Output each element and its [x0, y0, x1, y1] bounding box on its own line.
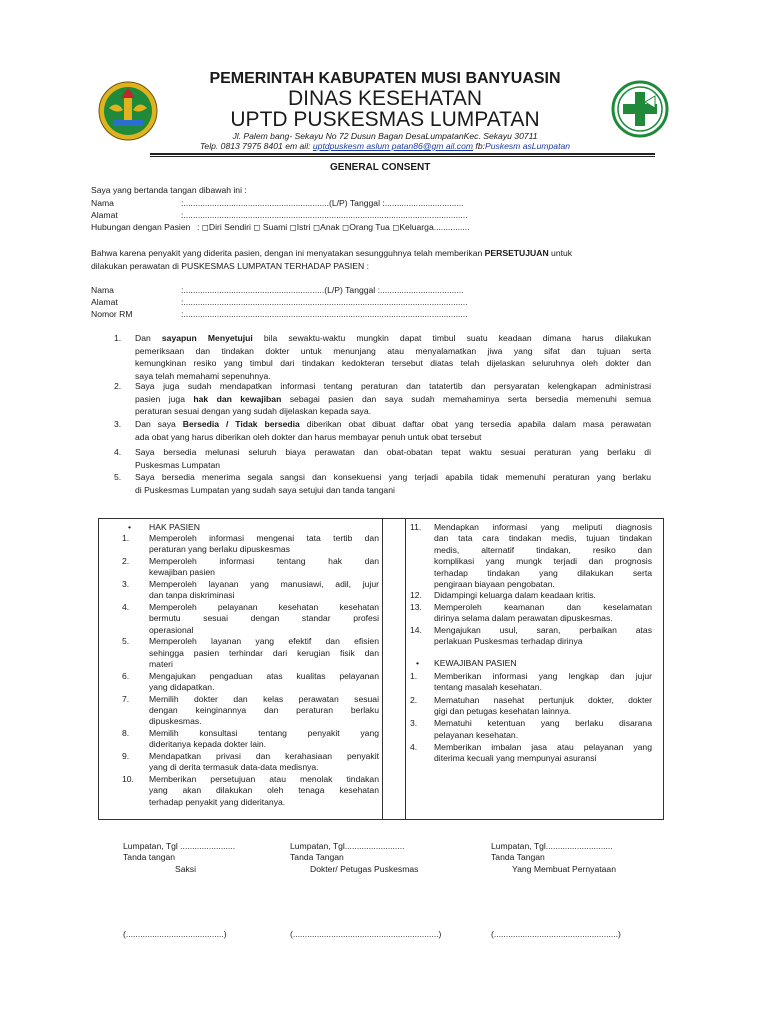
party1-hubungan-options[interactable]: : ◻Diri Sendiri ◻ Suami ◻Istri ◻Anak ◻Orang Tua ◻Keluarga...............	[197, 222, 470, 232]
kewajiban-heading: KEWAJIBAN PASIEN	[434, 658, 517, 668]
consent-item-line	[135, 485, 651, 496]
list-item-line: materi	[149, 658, 173, 669]
consent-emphasis: Menyetujui	[207, 333, 253, 343]
list-item-line: Memperoleh informasi tentang hak dan	[149, 556, 379, 566]
consent-item-line	[135, 460, 651, 471]
header-rule-thin	[150, 156, 655, 157]
kabupaten-logo	[97, 80, 159, 142]
party2-nama-label: Nama	[91, 285, 114, 295]
list-item-line: Memperoleh layanan yang efektif dan efisien	[149, 636, 379, 647]
consent-text: Saya bersedia melunasi seluruh biaya perawatan dan obat-obatan tepat waktu sesuai peraturan yang berlaku di	[135, 447, 651, 457]
list-item-line: medis, alternatif tindakan, resiko dan	[434, 544, 652, 555]
list-item-number: 3.	[410, 718, 418, 729]
list-item-number: 14.	[410, 624, 422, 635]
list-item-line: dengan keinginannya dan peraturan berlaku	[149, 704, 379, 715]
consent-item-line	[135, 419, 651, 430]
consent-item-number: 5.	[114, 472, 122, 482]
intro-text: Saya yang bertanda tangan dibawah ini :	[91, 185, 247, 195]
list-item-number: 7.	[122, 693, 130, 704]
signature-tanda-tangan: Tanda tangan	[123, 852, 176, 862]
list-item-line: dipuskesmas.	[149, 716, 202, 727]
list-item-number: 4.	[122, 602, 130, 612]
box-divider	[382, 518, 383, 819]
list-item-line: dan tanpa diskriminasi	[149, 590, 235, 601]
consent-item-line	[135, 447, 651, 458]
consent-emphasis: sayapun	[161, 333, 197, 343]
puskesmas-logo	[611, 80, 669, 138]
consent-item-line	[135, 358, 651, 369]
list-item-line: Memberikan imbalan jasa atau pelayanan yang	[434, 741, 652, 752]
header-rule-thick	[150, 153, 655, 155]
list-item-line: Memperoleh layanan yang manusiawi, adil, jujur	[149, 579, 379, 589]
party1-nama-field[interactable]: :.............................................................(L/P) Tanggal :.................................	[181, 198, 464, 208]
list-item-number: 8.	[122, 727, 130, 738]
list-item-line: tentang masalah kesehatan.	[434, 682, 542, 693]
consent-text: saya telah memahami sepenuhnya.	[135, 370, 271, 381]
list-item-line: Memberikan informasi yang lengkap dan jujur	[434, 671, 652, 681]
list-item-line: Memperoleh informasi mengenai tata tertib dan	[149, 533, 379, 543]
hak-bullet: •	[128, 522, 132, 532]
consent-item-line	[135, 432, 651, 443]
list-item-line: Mendapkan informasi yang meliputi diagnosis	[434, 522, 652, 532]
consent-text: Dan saya	[135, 419, 183, 429]
header-dinas: DINAS KESEHATAN	[287, 87, 483, 110]
list-item-line: Mengajukan usul, saran, perbaikan atas	[434, 624, 652, 635]
consent-item-number: 1.	[114, 333, 122, 343]
list-item-number: 1.	[122, 533, 130, 543]
list-item-line: terhadap tindakan yang dilakukan serta	[434, 567, 652, 578]
list-item-number: 4.	[410, 741, 418, 752]
consent-text: kemungkinan resiko yang timbul dari tindakan kedokteran tersebut diatas telah dijelaskan seluruhnya oleh dokter dan	[135, 358, 651, 369]
signature-tanda-tangan: Tanda Tangan	[290, 852, 344, 862]
list-item-line: Mematuhi ketentuan yang berlaku disarana	[434, 718, 652, 729]
consent-item-line	[135, 472, 651, 483]
signature-name-field[interactable]: (.........................................)	[123, 929, 227, 939]
header-government: PEMERINTAH KABUPATEN MUSI BANYUASIN	[209, 70, 561, 87]
consent-item-line	[135, 406, 651, 417]
list-item-line: Mendapatkan privasi dan kerahasiaan penyakit	[149, 750, 379, 761]
signature-place-date[interactable]: Lumpatan, Tgl.........................	[290, 841, 405, 851]
contact-line	[170, 141, 600, 151]
consent-item-number: 3.	[114, 419, 122, 429]
list-item-line: diterima kecuali yang mempunyai asuransi	[434, 753, 597, 764]
statement-line2: dilakukan perawatan di PUSKESMAS LUMPATAN TERHADAP PASIEN :	[91, 261, 369, 271]
statement-text-end: untuk	[548, 248, 573, 258]
list-item-line: Memilih konsultasi tentang penyakit yang	[149, 727, 379, 738]
signature-role: Dokter/ Petugas Puskesmas	[310, 864, 419, 874]
consent-text: Dan	[135, 333, 162, 343]
list-item-line: Memperoleh keamanan dan keselamatan	[434, 601, 652, 612]
list-item-line: terhadap penyakit yang dideritanya.	[149, 796, 286, 807]
consent-text: Saya juga sudah mendapatkan informasi tentang peraturan dan tatatertib dan persyaratan kelengkapan administrasi	[135, 381, 651, 391]
signature-place-date[interactable]: Lumpatan, Tgl .......................	[123, 841, 236, 851]
telp-text: Telp. 0813 7975 8401 em ail:	[199, 141, 313, 151]
list-item-line: dideritanya kepada dokter lain.	[149, 739, 267, 750]
party1-alamat-field[interactable]: :.......................................................................................................................	[181, 210, 468, 220]
consent-text: Puskesmas Lumpatan	[135, 459, 221, 470]
list-item-line: peraturan yang berlaku dipuskesmas	[149, 544, 290, 555]
signature-place-date[interactable]: Lumpatan, Tgl............................	[491, 841, 613, 851]
consent-text: peraturan sesuai dengan yang sudah dijelaskan kepada saya.	[135, 406, 372, 417]
list-item-line: Didampingi keluarga dalam keadaan kritis.	[434, 590, 596, 601]
consent-emphasis: Bersedia / Tidak bersedia	[182, 419, 300, 429]
consent-text: ada obat yang harus diberikan oleh dokter dan harus membayar penuh untuk obat tersebut	[135, 431, 482, 442]
party1-alamat-label: Alamat	[91, 210, 118, 220]
consent-item-line	[135, 394, 651, 405]
consent-text: pemeriksaan dan tindakan dokter untuk menunjang atau menyalamatkan jiwa yang sifat dan tujuan serta	[135, 345, 651, 356]
list-item-line: dan tata cara tindakan medis, tujuan tindakan	[434, 533, 652, 544]
document-title: GENERAL CONSENT	[330, 162, 431, 173]
list-item-line: Mematuhan nasehat pertunjuk dokter, dokter	[434, 694, 652, 705]
consent-item-number: 4.	[114, 447, 122, 457]
list-item-number: 13.	[410, 601, 422, 612]
header-address	[170, 131, 600, 151]
signature-tanda-tangan: Tanda Tangan	[491, 852, 545, 862]
list-item-line: Mengajukan pengaduan atas kualitas pelayanan	[149, 670, 379, 681]
party2-alamat-field[interactable]: :.......................................................................................................................	[181, 297, 468, 307]
party2-alamat-label: Alamat	[91, 297, 118, 307]
consent-item-line	[135, 381, 651, 392]
signature-role: Saksi	[175, 864, 197, 874]
list-item-line: gigi dan petugas kesehatan lainnya.	[434, 705, 572, 716]
list-item-line: Memperoleh pelayanan kesehatan kesehatan	[149, 602, 379, 612]
consent-item-line	[135, 333, 651, 344]
list-item-line: Memberikan persetujuan atau menolak tindakan	[149, 773, 379, 784]
consent-text: sebagai pasien dan saya sudah memahaminya serta bersedia memenuhi semua	[281, 393, 651, 404]
consent-item-line	[135, 346, 651, 357]
list-item-number: 2.	[410, 694, 418, 705]
list-item-line: bermutu sesuai dengan standar profesi	[149, 613, 379, 624]
consent-text: diberikan obat dibuat daftar obat yang tersedia apabila dalam masa perawatan	[299, 419, 651, 429]
email-link[interactable]: uptdpuskesm aslum patan86@gm ail.com	[312, 141, 474, 151]
list-item-number: 12.	[410, 590, 422, 601]
list-item-number: 3.	[122, 579, 130, 589]
kewajiban-bullet: •	[416, 658, 420, 668]
box-divider-2	[405, 518, 406, 819]
hak-heading: HAK PASIEN	[149, 522, 200, 532]
list-item-number: 9.	[122, 750, 130, 761]
list-item-line: perlakuan Puskesmas terhadap dirinya	[434, 636, 583, 646]
list-item-line: komplikasi yang mungk terjadi dan prognosis	[434, 556, 652, 567]
list-item-line: sehingga pasien terhindar dari kerugian fisik dan	[149, 647, 379, 658]
statement-line1	[91, 248, 651, 259]
consent-item-number: 2.	[114, 381, 122, 391]
list-item-line: Memilih dokter dan kelas perawatan sesuai	[149, 693, 379, 704]
consent-text: di Puskesmas Lumpatan yang sudah saya setujui dan tanda tangani	[135, 484, 395, 495]
persetujuan-emphasis: PERSETUJUAN	[484, 248, 549, 258]
fb-label: fb:	[473, 141, 485, 151]
list-item-number: 1.	[410, 671, 418, 681]
list-item-line: pelayanan kesehatan.	[434, 729, 519, 740]
consent-emphasis: hak dan kewajiban	[193, 393, 282, 404]
list-item-line: kewajiban pasien	[149, 567, 215, 578]
party1-hubungan-label: Hubungan dengan Pasien	[91, 222, 191, 232]
fb-link[interactable]: Puskesm asLumpatan	[485, 141, 571, 151]
list-item-number: 2.	[122, 556, 130, 566]
party1-nama-label: Nama	[91, 198, 114, 208]
party2-rm-label: Nomor RM	[91, 309, 133, 319]
signature-role: Yang Membuat Pernyataan	[512, 864, 616, 874]
list-item-line: operasional	[149, 624, 194, 635]
address-line: Jl. Palem bang- Sekayu No 72 Dusun Bagan DesaLumpatanKec. Sekayu 30711	[232, 131, 538, 141]
header-puskesmas: UPTD PUSKESMAS LUMPATAN	[230, 108, 540, 131]
list-item-number: 11.	[410, 522, 422, 532]
list-item-line: pengiraan biayaan pengobatan.	[434, 579, 555, 589]
signature-name-field[interactable]: (.............................................................)	[290, 929, 442, 939]
statement-text: Bahwa karena penyakit yang diderita pasien, dengan ini menyatakan sesungguhnya telah memberikan	[91, 248, 485, 258]
consent-text: bila sewaktu-waktu mungkin dapat timbul suatu keadaan dimana harus dilakukan	[252, 333, 652, 343]
consent-text: Saya bersedia menerima segala sangsi dan konsekuensi yang terjadi apabila tidak memenuhi peraturan yang berlaku	[135, 472, 651, 482]
party2-rm-field[interactable]: :.......................................................................................................................	[181, 309, 468, 319]
list-item-line: yang akan dilakukan oleh tenaga kesehatan	[149, 785, 379, 796]
list-item-number: 5.	[122, 636, 130, 647]
consent-text	[197, 333, 208, 343]
list-item-line: yang di derita termasuk data-data medisnya.	[149, 762, 319, 773]
party2-nama-field[interactable]: :...........................................................(L/P) Tanggal :...................................	[181, 285, 464, 295]
list-item-number: 10.	[122, 773, 134, 784]
signature-name-field[interactable]: (....................................................)	[491, 929, 621, 939]
list-item-line: yang didapatkan.	[149, 681, 215, 692]
list-item-line: dirinya selama dalam perawatan dipuskesmas.	[434, 613, 613, 624]
consent-text: pasien juga	[135, 393, 194, 404]
list-item-number: 6.	[122, 670, 130, 681]
